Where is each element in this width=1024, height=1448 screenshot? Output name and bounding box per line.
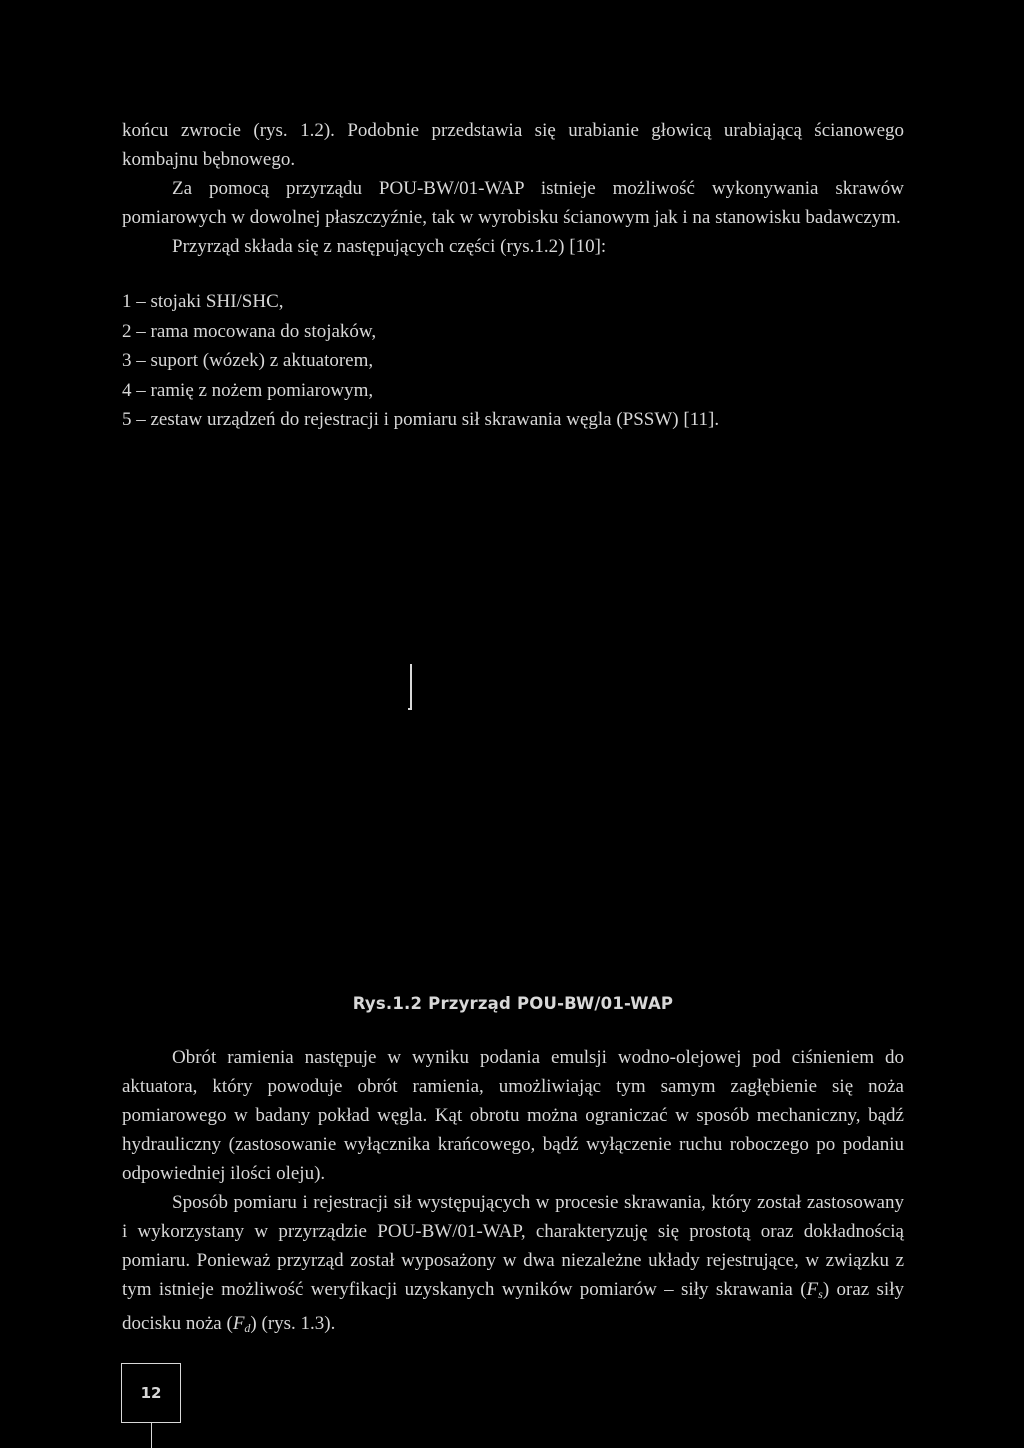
force-fd-subscript: d xyxy=(244,1321,251,1335)
intro-paragraph-3: Przyrząd składa się z następujących części (rys.1.2) [10]: xyxy=(172,236,607,257)
parts-list xyxy=(122,287,904,435)
figure-bracket-mark xyxy=(408,664,412,710)
body-section xyxy=(122,1043,904,1343)
force-fs-subscript: s xyxy=(818,1287,823,1301)
figure-caption: Rys.1.2 Przyrząd POU-BW/01-WAP xyxy=(352,994,674,1013)
list-item: 1 – stojaki SHI/SHC, xyxy=(122,291,284,312)
list-item: 5 – zestaw urządzeń do rejestracji i pomiaru sił skrawania węgla (PSSW) [11]. xyxy=(122,409,720,430)
body-paragraph-2 xyxy=(122,1188,904,1343)
body-paragraph-2-mid: ) oraz siły docisku noża ( xyxy=(122,1279,904,1334)
body-paragraph-2-end: ) (rys. 1.3). xyxy=(250,1313,336,1334)
intro-paragraph-2: Za pomocą przyrządu POU-BW/01-WAP istnieje możliwość wykonywania skrawów pomiarowych w dowolnej płaszczyźnie, tak w wyrobisku ścianowym jak i na stanowisku badawczym. xyxy=(122,178,904,228)
force-fd-symbol: F xyxy=(232,1313,245,1334)
page-number: 12 xyxy=(140,1384,162,1402)
page-number-box xyxy=(121,1363,181,1423)
intro-paragraph-1: końcu zwrocie (rys. 1.2). Podobnie przedstawia się urabianie głowicą urabiającą ścianowego kombajnu bębnowego. xyxy=(122,120,904,170)
intro-section xyxy=(122,116,904,261)
force-fs-symbol: F xyxy=(806,1279,819,1300)
page-number-rule xyxy=(151,1423,152,1448)
body-paragraph-2-start: Sposób pomiaru i rejestracji sił występujących w procesie skrawania, który został zastosowany i wykorzystany w przyrządzie POU-BW/01-WAP, charakteryzuję się prostotą oraz dokładnością pomiaru. Ponieważ przyrząd został wyposażony w dwa niezależne układy rejestrujące, w związku z tym istnieje możliwość weryfikacji uzyskanych wyników pomiarów – siły skrawania ( xyxy=(122,1192,904,1300)
list-item: 2 – rama mocowana do stojaków, xyxy=(122,320,377,342)
list-item: 3 – suport (wózek) z aktuatorem, xyxy=(122,350,374,371)
body-paragraph-1: Obrót ramienia następuje w wyniku podania emulsji wodno-olejowej pod ciśnieniem do aktuatora, który powoduje obrót ramienia, umożliwiając tym samym zagłębienie się noża pomiarowego w badany pokład węgla. Kąt obrotu można ograniczać w sposób mechaniczny, bądź hydrauliczny (zastosowanie wyłącznika krańcowego, bądź wyłączenie ruchu roboczego po podaniu odpowiedniej ilości oleju). xyxy=(122,1047,904,1184)
figure-image-area xyxy=(122,440,904,980)
list-item: 4 – ramię z nożem pomiarowym, xyxy=(122,379,374,401)
